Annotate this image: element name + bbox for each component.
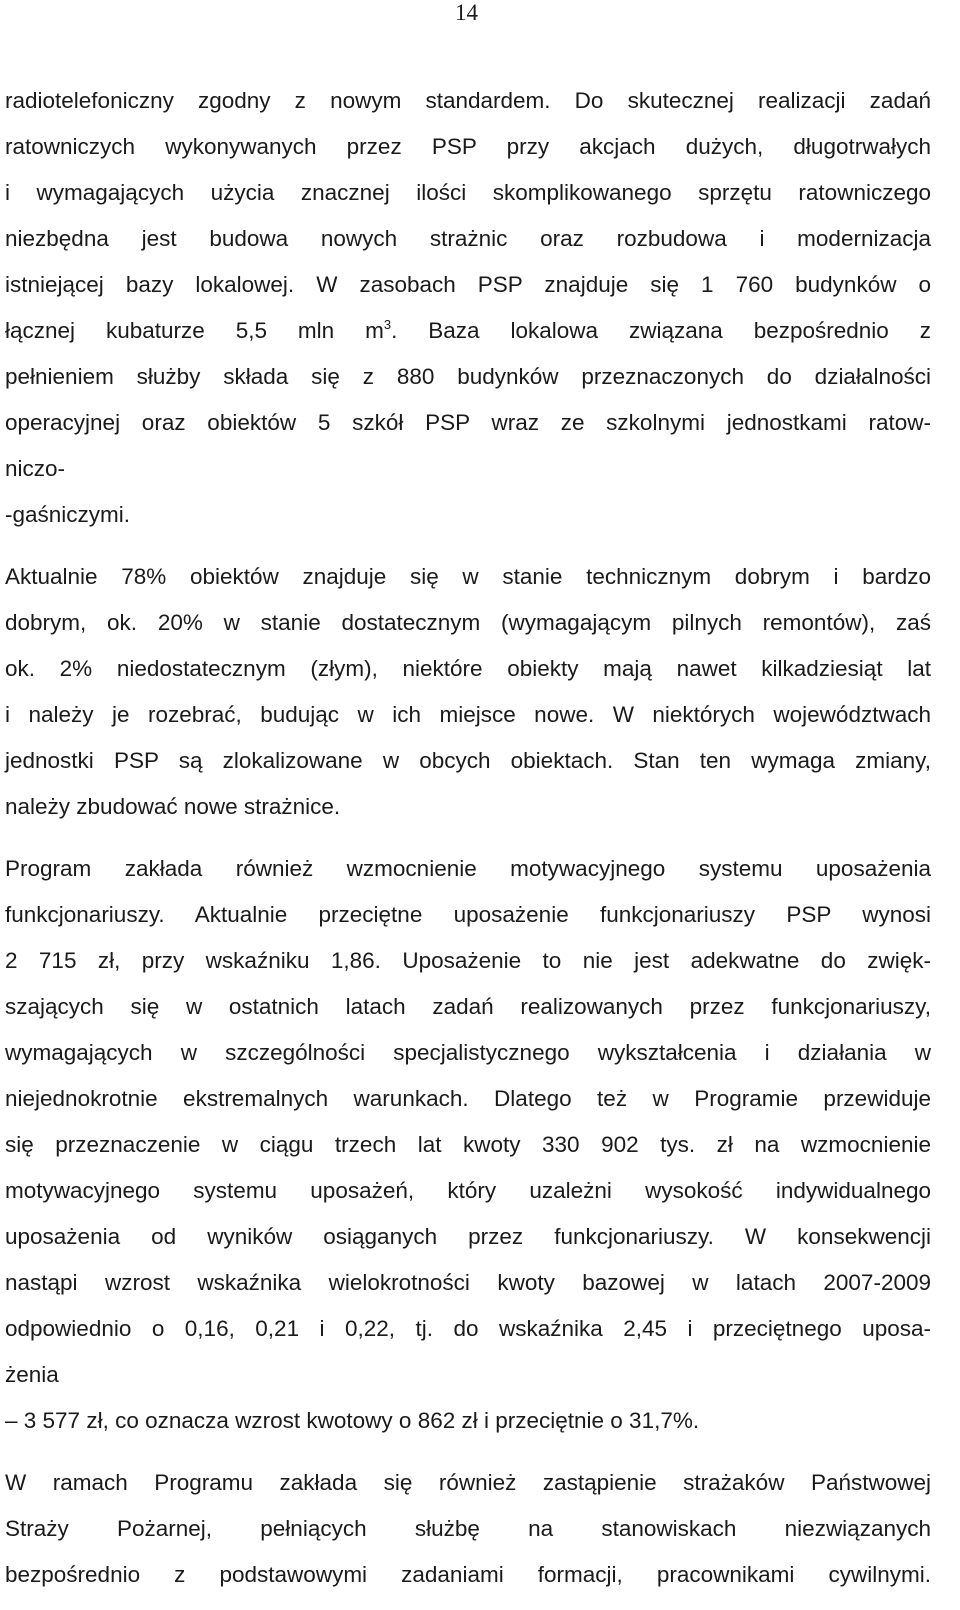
text-line: bezpośrednio z podstawowymi zadaniami formacji, pracownikami cywilnymi.	[5, 1562, 931, 1587]
text-line: i należy je rozebrać, budując w ich miejsce nowe. W niektórych województwach	[5, 702, 931, 727]
text-line: 2 715 zł, przy wskaźniku 1,86. Uposażenie to nie jest adekwatne do zwięk-	[5, 948, 931, 973]
text-line-with-superscript	[5, 308, 931, 354]
text-line: radiotelefoniczny zgodny z nowym standardem. Do skutecznej realizacji zadań	[5, 88, 931, 113]
superscript: 3	[383, 317, 392, 332]
text-line: operacyjnej oraz obiektów 5 szkół PSP wraz ze szkolnymi jednostkami ratow-	[5, 410, 931, 435]
text-line: niczo-	[5, 456, 66, 481]
text-line: Straży Pożarnej, pełniących służbę na stanowiskach niezwiązanych	[5, 1516, 931, 1541]
text-segment: . Baza lokalowa związana bezpośrednio z	[391, 318, 931, 343]
text-line: -gaśniczymi.	[5, 502, 131, 527]
text-line: niejednokrotnie ekstremalnych warunkach. Dlatego też w Programie przewiduje	[5, 1086, 931, 1111]
text-segment: łącznej kubaturze 5,5 mln m	[5, 318, 384, 343]
paragraph-2	[5, 554, 931, 830]
text-line: żenia	[5, 1362, 59, 1387]
text-line: pełnieniem służby składa się z 880 budynków przeznaczonych do działalności	[5, 364, 931, 389]
text-line: ratowniczych wykonywanych przez PSP przy akcjach dużych, długotrwałych	[5, 134, 931, 159]
text-line: wymagających w szczególności specjalistycznego wykształcenia i działania w	[5, 1040, 931, 1065]
text-line: uposażenia od wyników osiąganych przez funkcjonariuszy. W konsekwencji	[5, 1224, 931, 1249]
text-line: się przeznaczenie w ciągu trzech lat kwoty 330 902 tys. zł na wzmocnienie	[5, 1132, 931, 1157]
text-line: motywacyjnego systemu uposażeń, który uzależni wysokość indywidualnego	[5, 1178, 931, 1203]
text-line: nastąpi wzrost wskaźnika wielokrotności kwoty bazowej w latach 2007-2009	[5, 1270, 931, 1295]
text-line: istniejącej bazy lokalowej. W zasobach PSP znajduje się 1 760 budynków o	[5, 272, 931, 297]
text-line: jednostki PSP są zlokalizowane w obcych obiektach. Stan ten wymaga zmiany,	[5, 748, 931, 773]
text-line: Program zakłada również wzmocnienie motywacyjnego systemu uposażenia	[5, 856, 931, 881]
paragraph-1	[5, 78, 931, 538]
text-line: Aktualnie 78% obiektów znajduje się w stanie technicznym dobrym i bardzo	[5, 564, 931, 589]
page-number: 14	[455, 0, 478, 25]
text-line: należy zbudować nowe strażnice.	[5, 794, 341, 819]
paragraph-4	[5, 1460, 931, 1598]
text-line: odpowiednio o 0,16, 0,21 i 0,22, tj. do wskaźnika 2,45 i przeciętnego uposa-	[5, 1316, 931, 1341]
text-line: i wymagających użycia znacznej ilości skomplikowanego sprzętu ratowniczego	[5, 180, 931, 205]
text-line: funkcjonariuszy. Aktualnie przeciętne uposażenie funkcjonariuszy PSP wynosi	[5, 902, 931, 927]
paragraph-3	[5, 846, 931, 1444]
document-body	[5, 78, 931, 1598]
text-line: dobrym, ok. 20% w stanie dostatecznym (wymagającym pilnych remontów), zaś	[5, 610, 931, 635]
text-line: – 3 577 zł, co oznacza wzrost kwotowy o 862 zł i przeciętnie o 31,7%.	[5, 1408, 700, 1433]
text-line: szających się w ostatnich latach zadań realizowanych przez funkcjonariuszy,	[5, 994, 931, 1019]
text-line: ok. 2% niedostatecznym (złym), niektóre obiekty mają nawet kilkadziesiąt lat	[5, 656, 931, 681]
text-line: niezbędna jest budowa nowych strażnic oraz rozbudowa i modernizacja	[5, 226, 931, 251]
text-line: W ramach Programu zakłada się również zastąpienie strażaków Państwowej	[5, 1470, 931, 1495]
